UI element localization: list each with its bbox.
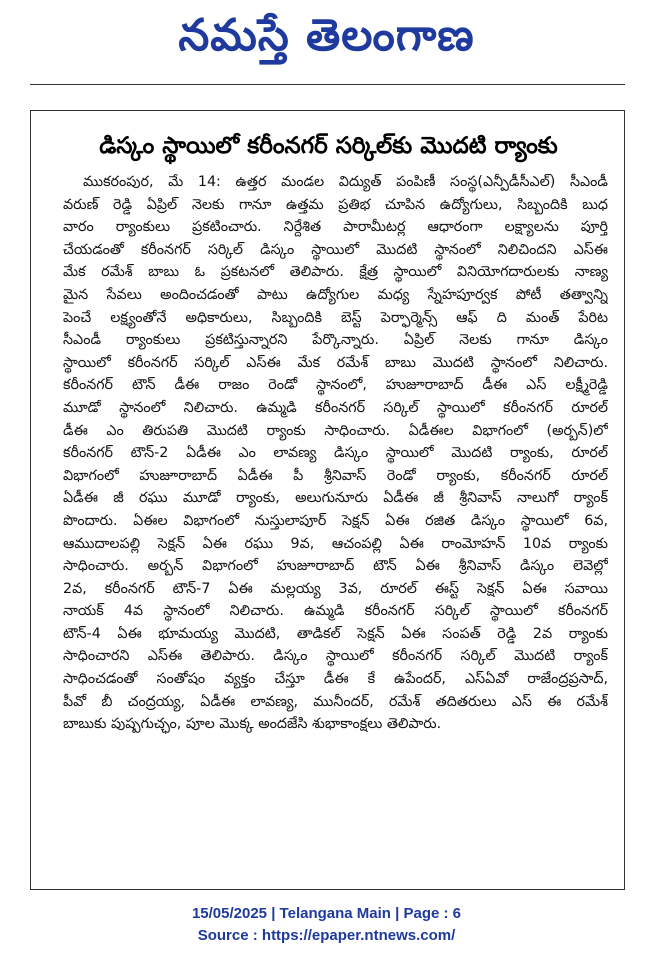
- body-line: పెంచే లక్ష్యంతోనే అధికారులు, సిబ్బందికి బెస్ట్ పెర్ఫార్మెన్స్ ఆఫ్ ది మంత్ పేరిట: [63, 309, 608, 326]
- body-line: పొందారు. ఏఈల విభాగంలో నుస్తులాపూర్ సెక్షన్ ఏఈ రజిత డిస్కం స్థాయిలో 6వ,: [63, 512, 608, 529]
- article-body: [63, 171, 608, 736]
- body-line: మేక రమేశ్ బాబు ఓ ప్రకటనలో తెలిపారు. క్షేత్ర స్థాయిలో వినియోగదారులకు నాణ్య: [63, 264, 608, 281]
- article-headline: డిస్కం స్థాయిలో కరీంనగర్ సర్కిల్‌కు మొదటి ర్యాంకు: [99, 133, 558, 159]
- masthead-divider: [30, 84, 625, 85]
- body-line: వారం ర్యాంకులు ప్రకటించారు. నిర్దేశిత పారామీటర్ల ఆధారంగా లక్ష్యాలను పూర్తి: [63, 219, 608, 236]
- news-clipping: [30, 110, 625, 890]
- body-line: కరీంనగర్ టౌన్ డీఈ రాజం రెండో స్థానంలో, హుజూరాబాద్ డీఈ ఎస్ లక్ష్మీరెడ్డి: [63, 377, 608, 394]
- body-line: టౌన్-4 ఏఈ భూమయ్య మొదటి, తాడికల్ సెక్షన్ ఏఈ సంపత్ రెడ్డి 2వ ర్యాంకు: [63, 625, 608, 642]
- body-line: 2వ, కరీంనగర్ టౌన్-7 ఏఈ మల్లయ్య 3వ, రూరల్ ఈస్ట్ సెక్షన్ ఏఈ సవాయి: [63, 580, 608, 597]
- body-line: చేయడంతో కరీంనగర్ సర్కిల్ డిస్కం స్థాయిలో మొదటి స్థానంలో నిలిచిందని ఎస్ఈ: [63, 241, 608, 258]
- body-line: స్థాయిలో కరీంనగర్ సర్కిల్ ఎస్ఈ మేక రమేశ్ బాబు మొదటి స్థానంలో నిలిచారు.: [63, 354, 608, 371]
- body-line: సీఎండీ ర్యాంకులు ప్రకటిస్తున్నారని పేర్కొన్నారు. ఏప్రిల్ నెలకు గానూ డిస్కం: [63, 332, 608, 349]
- masthead-logo: నమస్తే తెలంగాణ: [178, 10, 475, 61]
- newspaper-masthead: [0, 6, 653, 76]
- body-line: ఆముదాలపల్లి సెక్షన్ ఏఈ రఘు 9వ, ఆచంపల్లి ఏఈ రాంమోహన్ 10వ ర్యాంకు: [63, 535, 608, 552]
- body-line: సాధించారని ఎస్ఈ తెలిపారు. డిస్కం స్థాయిలో కరీంనగర్ సర్కిల్ మొదటి ర్యాంక్: [63, 648, 608, 665]
- body-line: నాయక్ 4వ స్థానంలో నిలిచారు. ఉమ్మడి కరీంనగర్ సర్కిల్ స్థాయిలో కరీంనగర్: [63, 603, 608, 620]
- body-line: వరుణ్ రెడ్డి ఏప్రిల్ నెలకు గానూ ఉత్తమ ప్రతిభ చూపిన ఉద్యోగులు, సిబ్బందికి బుధ: [63, 196, 608, 213]
- body-line: బాబుకు పుష్పగుచ్ఛం, పూల మొక్క అందజేసి శుభాకాంక్షలు తెలిపారు.: [63, 716, 442, 733]
- source-link[interactable]: Source : https://epaper.ntnews.com/: [197, 927, 456, 944]
- body-line: పీవో బీ చంద్రయ్య, ఏడీఈ లావణ్య, మునీందర్, రమేశ్ తదితరులు ఎస్ ఈ రమేశ్: [63, 693, 608, 710]
- body-line: డీఈ ఎం తిరుపతి మొదటి ర్యాంకు సాధించారు. ఏడీఈల విభాగంలో (అర్బన్)లో: [63, 422, 608, 439]
- body-line: మూడో స్థానంలో నిలిచారు. ఉమ్మడి కరీంనగర్ సర్కిల్ స్థాయిలో కరీంనగర్ రూరల్: [63, 399, 608, 416]
- body-line: ముకరంపుర, మే 14: ఉత్తర మండల విద్యుత్ పంపిణీ సంస్థ(ఎన్పీడీసీఎల్) సీఎండీ: [83, 174, 608, 190]
- body-line: సాధించారు. అర్బన్ విభాగంలో హుజూరాబాద్ టౌన్ ఏఈ శ్రీనివాస్ డిస్కం లెవెల్లో: [63, 558, 608, 575]
- body-line: విభాగంలో హుజూరాబాద్ ఏడీఈ పీ శ్రీనివాస్ రెండో ర్యాంకు, కరీంనగర్ రూరల్: [63, 467, 608, 484]
- body-line: ఏడీఈ జీ రఘు మూడో ర్యాంకు, అలుగునూరు ఏడీఈ జీ శ్రీనివాస్ నాలుగో ర్యాంక్: [63, 490, 608, 507]
- edition-info: 15/05/2025 | Telangana Main | Page : 6: [191, 905, 462, 922]
- body-line: మైన సేవలు అందించడంతో పాటు ఉద్యోగుల మధ్య స్నేహపూర్వక పోటీ తత్వాన్ని: [63, 286, 608, 303]
- body-line: సాధించడంతో సంతోషం వ్యక్తం చేస్తూ డీఈ కే ఉపేందర్, ఎస్ఏవో రాజేంద్రప్రసాద్,: [63, 671, 608, 688]
- body-line: కరీంనగర్ టౌన్-2 ఏడీఈ ఎం లావణ్య డిస్కం స్థాయిలో మొదటి ర్యాంకు, రూరల్: [63, 445, 608, 462]
